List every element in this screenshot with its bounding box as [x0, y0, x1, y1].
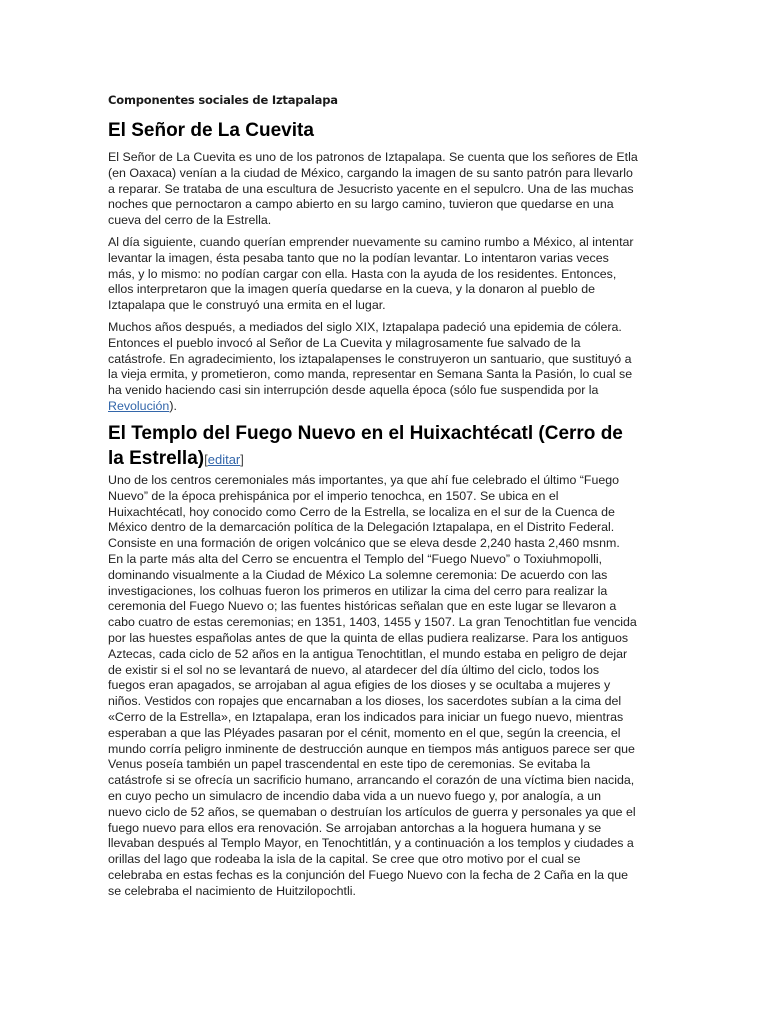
document-title: Componentes sociales de Iztapalapa	[108, 93, 338, 107]
paragraph: Uno de los centros ceremoniales más importantes, ya que ahí fue celebrado el último “Fuego Nuevo” de la época prehispánica por el imperio tenochca, en 1507. Se ubica en el Huixachtécatl, hoy conocido como Cerro de la Estrella, se localiza en el sur de la Cuenca de México dentro de la demarcación política de la Delegación Iztapalapa, en el Distrito Federal. Consiste en una formación de origen volcánico que se eleva desde 2,240 hasta 2,460 msnm. En la parte más alta del Cerro se encuentra el Templo del “Fuego Nuevo” o Toxiuhmopolli, dominando visualmente a la Ciudad de México La solemne ceremonia: De acuerdo con las investigaciones, los colhuas fueron los primeros en utilizar la cima del cerro para realizar la ceremonia del Fuego Nuevo o; las fuentes históricas señalan que en este lugar se llevaron a cabo cuatro de estas ceremonias; en 1351, 1403, 1455 y 1507. La gran Tenochtitlan fue vencida por las huestes españolas antes de que la quinta de ellas pudiera realizarse. Para los antiguos Aztecas, cada ciclo de 52 años en la antigua Tenochtitlan, el mundo estaba en peligro de dejar de existir si el sol no se levantará de nuevo, al atardecer del día último del ciclo, todos los fuegos eran apagados, se arrojaban al agua efigies de los dioses y se ocultaba a mujeres y niños. Vestidos con ropajes que encarnaban a los dioses, los sacerdotes subían a la cima del «Cerro de la Estrella», en Iztapalapa, eran los indicados para iniciar un fuego nuevo, mientras esperaban a que las Pléyades pasaran por el cénit, momento en el que, según la creencia, el mundo corría peligro inminente de destrucción aunque en tiempos más antiguos parece ser que Venus poseía también un papel trascendental en este tipo de ceremonias. Se evitaba la catástrofe si se ofrecía un sacrificio humano, arrancando el corazón de una víctima bien nacida, en cuyo pecho un simulacro de incendio daba vida a un nuevo fuego y, por analogía, a un nuevo ciclo de 52 años, se quemaban o destruían los artículos de guerra y personales ya que el fuego nuevo para ellos era renovación. Se arrojaban antorchas a la hoguera humana y se llevaban después al Templo Mayor, en Tenochtitlán, y a continuación a los templos y ciudades a orillas del lago que rodeaba la isla de la capital. Se cree que otro motivo por el cual se celebraba en estas fechas es la conjunción del Fuego Nuevo con la fecha de 2 Caña en la que se celebraba el nacimiento de Huitzilopochtli.	[108, 473, 637, 898]
section-heading-templo-fuego-nuevo	[108, 421, 638, 472]
section-heading-senor-de-la-cuevita: El Señor de La Cuevita	[108, 120, 314, 141]
paragraph-text: ).	[169, 398, 177, 413]
revolucion-link[interactable]: Revolución	[108, 398, 170, 413]
paragraph: El Señor de La Cuevita es uno de los patronos de Iztapalapa. Se cuenta que los señores de Etla (en Oaxaca) venían a la ciudad de México, cargando la imagen de su santo patrón para llevarlo a reparar. Se trataba de una escultura de Jesucristo yacente en el sepulcro. Una de las muchas noches que pernoctaron a campo abierto en su largo camino, tuvieron que quedarse en una cueva del cerro de la Estrella.	[108, 150, 638, 228]
paragraph: Al día siguiente, cuando querían emprender nuevamente su camino rumbo a México, al intentar levantar la imagen, ésta pesaba tanto que no la podían levantar. Lo intentaron varias veces más, y lo mismo: no podían cargar con ella. Hasta con la ayuda de los residentes. Entonces, ellos interpretaron que la imagen quería quedarse en la cueva, y la donaron al pueblo de Iztapalapa que le construyó una ermita en el lugar.	[108, 235, 634, 313]
paragraph-text: Muchos años después, a mediados del siglo XIX, Iztapalapa padeció una epidemia de cólera. Entonces el pueblo invocó al Señor de La Cuevita y milagrosamente fue salvado de la catástrofe. En agradecimiento, los iztapalapenses le construyeron un santuario, que sustituyó a la vieja ermita, y prometieron, como manda, representar en Semana Santa la Pasión, lo cual se ha venido haciendo casi sin interrupción desde aquella época (sólo fue suspendida por la	[108, 320, 633, 398]
edit-bracket-open: [	[204, 452, 208, 467]
paragraph-with-link	[108, 320, 638, 415]
edit-link[interactable]: editar	[207, 452, 241, 467]
edit-bracket-close: ]	[240, 452, 244, 467]
section-heading-text: El Templo del Fuego Nuevo en el Huixachtécatl (Cerro de la Estrella)	[108, 423, 623, 469]
